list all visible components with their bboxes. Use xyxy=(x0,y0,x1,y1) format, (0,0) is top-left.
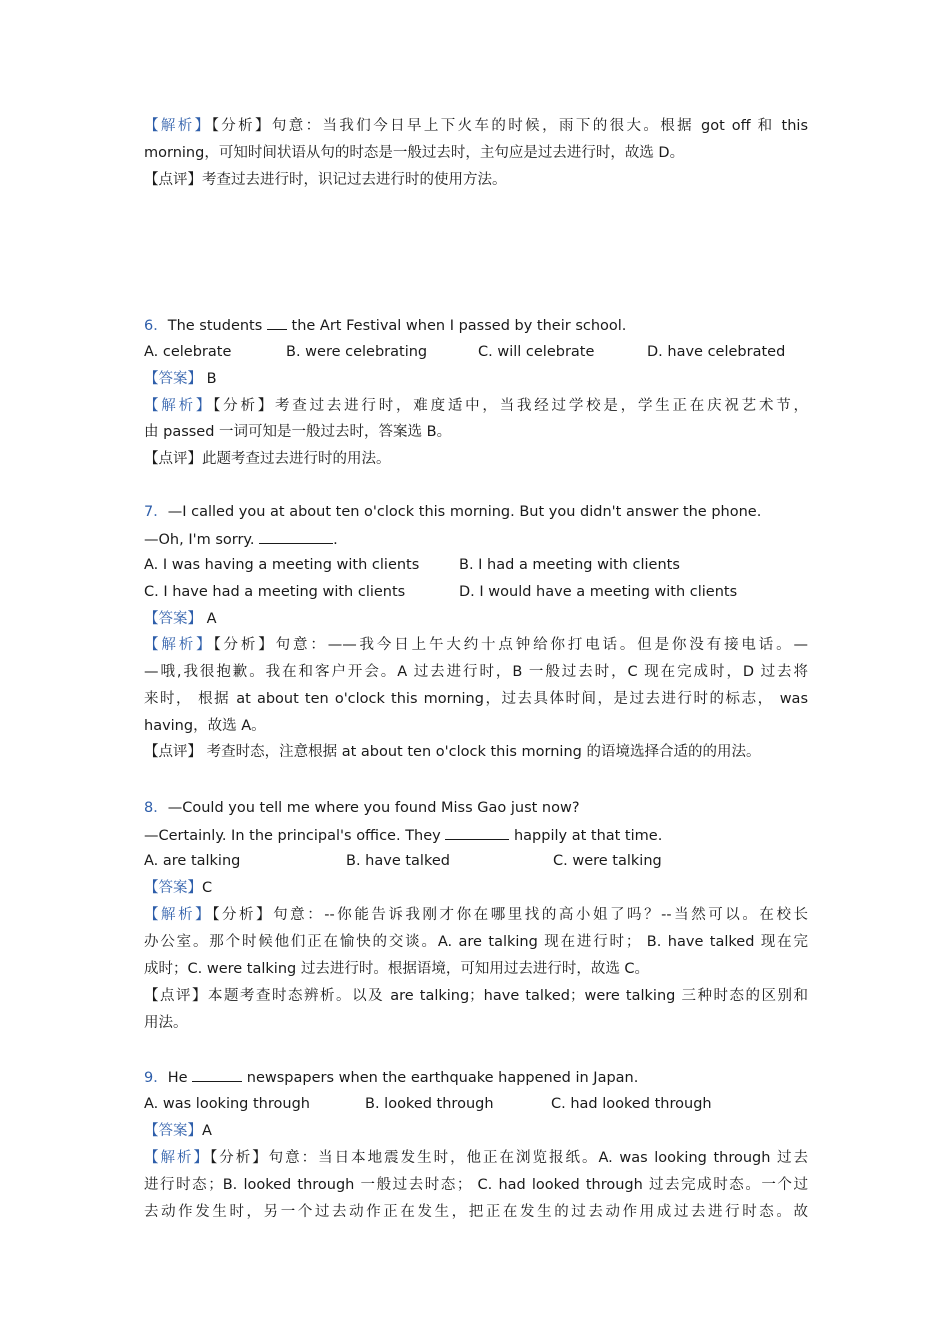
q7-analysis-line3: 来时， 根据 at about ten o'clock this morning，过去具体时间，是过去进行时的标志， was xyxy=(144,691,808,707)
q7-analysis-line1: 【解析】【分析】句意：——我今日上午大约十点钟给你打电话。但是你没有接电话。— xyxy=(144,637,809,653)
q6-answer xyxy=(144,369,808,389)
q9-analysis-line2: 进行时态；B. looked through 一般过去时态； C. had looked through 过去完成时态。一个过 xyxy=(144,1177,808,1193)
question-number: 9． xyxy=(144,1070,168,1086)
option-d: D. I would have a meeting with clients xyxy=(459,584,738,600)
answer-tag: 【答案】 xyxy=(144,371,202,387)
question-number: 8． xyxy=(144,800,168,816)
option-b: B. were celebrating xyxy=(286,344,428,360)
option-a: A. was looking through xyxy=(144,1096,310,1112)
answer-blank xyxy=(192,1067,242,1082)
option-a: A. celebrate xyxy=(144,344,232,360)
option-a: A. I was having a meeting with clients xyxy=(144,557,420,573)
q9-answer xyxy=(144,1121,808,1141)
q6-analysis-line1: 【解析】【分析】考查过去进行时，难度适中，当我经过学校是，学生正在庆祝艺术节， xyxy=(144,398,809,414)
question-number: 6． xyxy=(144,318,168,334)
q8-comment-line2: 用法。 xyxy=(144,1015,188,1031)
option-c: C. had looked through xyxy=(551,1096,712,1112)
q5-analysis-line2: morning，可知时间状语从句的时态是一般过去时，主句应是过去进行时，故选 D。 xyxy=(144,145,685,161)
answer-tag: 【答案】 xyxy=(144,880,202,896)
analysis-tag: 【解析】 xyxy=(144,398,214,414)
q8-stem2: —Certainly. In the principal's office. They happily at that time. xyxy=(144,825,808,846)
analysis-tag: 【解析】 xyxy=(144,907,213,923)
q8-comment-line1: 【点评】本题考查时态辨析。以及 are talking；have talked；were talking 三种时态的区别和 xyxy=(144,988,808,1004)
analysis-tag: 【解析】 xyxy=(144,118,212,134)
q5-analysis-line1: 【解析】【分析】句意：当我们今日早上下火车的时候，雨下的很大。根据 got off 和 this xyxy=(144,118,809,134)
option-b: B. looked through xyxy=(365,1096,494,1112)
analysis-tag: 【解析】 xyxy=(144,1150,210,1166)
answer-blank xyxy=(445,825,509,840)
q8-analysis-line3: 成时；C. were talking 过去进行时。根据语境，可知用过去进行时，故选 C。 xyxy=(144,961,650,977)
question-number: 7． xyxy=(144,504,168,520)
q9-stem: 9．He newspapers when the earthquake happened in Japan. xyxy=(144,1067,808,1088)
q9-analysis-line3: 去动作发生时，另一个过去动作正在发生，把正在发生的过去动作用成过去进行时态。故 xyxy=(144,1204,808,1220)
option-d: D. have celebrated xyxy=(647,344,786,360)
q8-analysis-line1: 【解析】【分析】句意：--你能告诉我刚才你在哪里找的高小姐了吗？--当然可以。在校长 xyxy=(144,907,808,923)
q7-stem1: 7．—I called you at about ten o'clock this morning. But you didn't answer the phone. xyxy=(144,504,762,520)
answer-value: B xyxy=(206,371,217,387)
answer-tag: 【答案】 xyxy=(144,1123,202,1139)
analysis-tag: 【解析】 xyxy=(144,637,214,653)
q6-stem: 6．The students the Art Festival when I passed by their school. xyxy=(144,315,808,336)
q9-analysis-line1: 【解析】【分析】句意：当日本地震发生时，他正在浏览报纸。A. was looking through 过去 xyxy=(144,1150,809,1166)
q7-comment: 【点评】 考查时态，注意根据 at about ten o'clock this morning 的语境选择合适的的用法。 xyxy=(144,744,761,760)
q7-answer xyxy=(144,609,808,629)
answer-value: C xyxy=(202,880,213,896)
answer-value: A xyxy=(202,1123,212,1139)
q7-analysis-line2: —哦,我很抱歉。我在和客户开会。A 过去进行时，B 一般过去时，C 现在完成时，D 过去将 xyxy=(144,664,808,680)
option-b: B. have talked xyxy=(346,853,450,869)
answer-value: A xyxy=(206,611,217,627)
option-a: A. are talking xyxy=(144,853,241,869)
answer-tag: 【答案】 xyxy=(144,611,202,627)
answer-blank xyxy=(267,315,287,330)
q8-analysis-line2: 办公室。那个时候他们正在愉快的交谈。A. are talking 现在进行时； B. have talked 现在完 xyxy=(144,934,808,950)
option-c: C. were talking xyxy=(553,853,662,869)
option-c: C. will celebrate xyxy=(478,344,595,360)
option-b: B. I had a meeting with clients xyxy=(459,557,680,573)
q5-comment: 【点评】考查过去进行时，识记过去进行时的使用方法。 xyxy=(144,172,507,188)
q7-stem2: —Oh, I'm sorry. . xyxy=(144,529,808,550)
q8-stem1: 8．—Could you tell me where you found Miss Gao just now? xyxy=(144,800,580,816)
answer-blank xyxy=(259,529,333,544)
q6-analysis-line2: 由 passed 一词可知是一般过去时，答案选 B。 xyxy=(144,424,452,440)
q7-analysis-line4: having，故选 A。 xyxy=(144,718,266,734)
q8-answer xyxy=(144,878,808,898)
q6-comment: 【点评】此题考查过去进行时的用法。 xyxy=(144,451,391,467)
option-c: C. I have had a meeting with clients xyxy=(144,584,406,600)
